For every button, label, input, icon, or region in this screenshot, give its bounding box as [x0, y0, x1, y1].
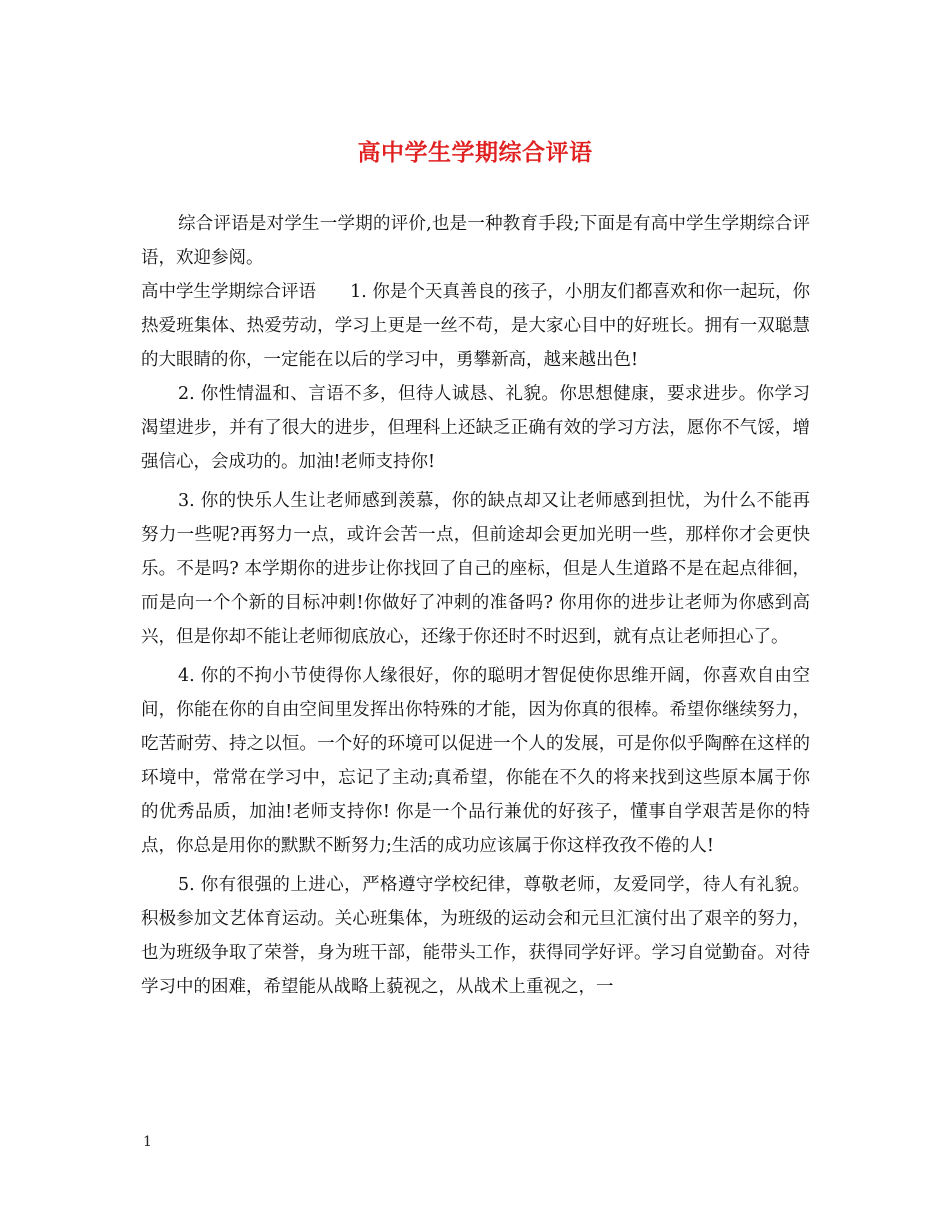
- document-title: 高中学生学期综合评语: [357, 139, 593, 166]
- comment-paragraph-4: 4. 你的不拘小节使得你人缘很好，你的聪明才智促使你思维开阔，你喜欢自由空间，你能在你的自由空间里发挥出你特殊的才能，因为你真的很棒。希望你继续努力，吃苦耐劳、持之以恒。一个好的环境可以促进一个人的发展，可是你似乎陶醉在这样的环境中，常常在学习中，忘记了主动;真希望，你能在不久的将来找到这些原本属于你的优秀品质，加油!老师支持你! 你是一个品行兼优的好孩子，懂事自学艰苦是你的特点，你总是用你的默默不断努力;生活的成功应该属于你这样孜孜不倦的人!: [141, 666, 810, 856]
- comment-text-1: 1. 你是个天真善良的孩子，小朋友们都喜欢和你一起玩，你热爱班集体、热爱劳动，学习上更是一丝不苟，是大家心目中的好班长。拥有一双聪慧的大眼睛的你，一定能在以后的学习中，勇攀新高，越来越出色!: [141, 282, 811, 370]
- comment-paragraph-1: [141, 275, 810, 377]
- document-body: [141, 207, 810, 1004]
- intro-paragraph: 综合评语是对学生一学期的评价,也是一种教育手段;下面是有高中学生学期综合评语，欢迎参阅。: [141, 214, 810, 268]
- comment-paragraph-5: 5. 你有很强的上进心，严格遵守学校纪律，尊敬老师，友爱同学，待人有礼貌。积极参加文艺体育运动。关心班集体，为班级的运动会和元旦汇演付出了艰辛的努力，也为班级争取了荣誉，身为班干部，能带头工作，获得同学好评。学习自觉勤奋。对待学习中的困难，希望能从战略上藐视之，从战术上重视之，一: [141, 875, 810, 997]
- section-title: 高中学生学期综合评语: [141, 282, 317, 302]
- page-number: 1: [143, 1134, 152, 1150]
- comment-paragraph-2: 2. 你性情温和、言语不多，但待人诚恳、礼貌。你思想健康，要求进步。你学习渴望进步，并有了很大的进步，但理科上还缺乏正确有效的学习方法，愿你不气馁，增强信心，会成功的。加油!老师支持你!: [141, 384, 810, 472]
- comment-paragraph-3: 3. 你的快乐人生让老师感到羡慕，你的缺点却又让老师感到担忧，为什么不能再努力一些呢?再努力一点，或许会苦一点，但前途却会更加光明一些，那样你才会更快乐。不是吗? 本学期你的进步让你找回了自己的座标，但是人生道路不是在起点徘徊，而是向一个个新的目标冲刺!你做好了冲刺的准备吗? 你用你的进步让老师为你感到高兴，但是你却不能让老师彻底放心，还缘于你还时不时迟到，就有点让老师担心了。: [141, 491, 810, 647]
